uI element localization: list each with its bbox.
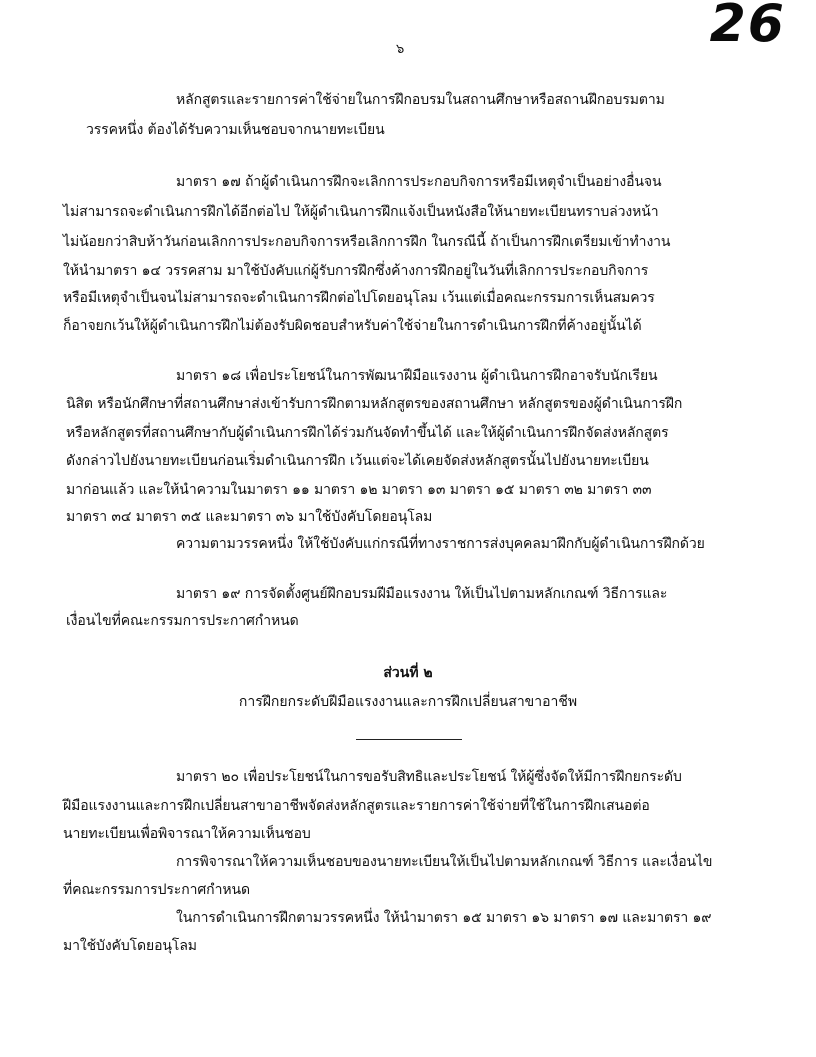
text-line: หรือหลักสูตรที่สถานศึกษากับผู้ดำเนินการฝึกได้ร่วมกันจัดทำขึ้นได้ และให้ผู้ดำเนินการฝึกจัดส่งหลักสูตร (66, 425, 669, 441)
text-line: ให้นำมาตรา ๑๔ วรรคสาม มาใช้บังคับแก่ผู้รับการฝึกซึ่งค้างการฝึกอยู่ในวันที่เลิกการประกอบกิจการ (63, 263, 649, 279)
text-line: นิสิต หรือนักศึกษาที่สถานศึกษาส่งเข้ารับการฝึกตามหลักสูตรของสถานศึกษา หลักสูตรของผู้ดำเนินการฝึก (66, 396, 683, 412)
text-line: นายทะเบียนเพื่อพิจารณาให้ความเห็นชอบ (63, 826, 311, 842)
text-line: มาใช้บังคับโดยอนุโลม (63, 938, 197, 954)
section-subheading: การฝึกยกระดับฝีมือแรงงานและการฝึกเปลี่ยนสาขาอาชีพ (238, 694, 578, 710)
text-line: วรรคหนึ่ง ต้องได้รับความเห็นชอบจากนายทะเบียน (86, 122, 385, 138)
text-line: เงื่อนไขที่คณะกรรมการประกาศกำหนด (66, 613, 299, 629)
text-line: การพิจารณาให้ความเห็นชอบของนายทะเบียนให้เป็นไปตามหลักเกณฑ์ วิธีการ และเงื่อนไข (176, 854, 713, 870)
handwritten-page-number: 26 (709, 0, 786, 54)
text-line: มาตรา ๑๙ การจัดตั้งศูนย์ฝึกอบรมฝีมือแรงงาน ให้เป็นไปตามหลักเกณฑ์ วิธีการและ (176, 586, 668, 602)
page-number: ๖ (396, 42, 405, 57)
text-line: หลักสูตรและรายการค่าใช้จ่ายในการฝึกอบรมในสถานศึกษาหรือสถานฝึกอบรมตาม (176, 92, 665, 108)
text-line: ที่คณะกรรมการประกาศกำหนด (63, 882, 250, 898)
text-line: มาตรา ๒๐ เพื่อประโยชน์ในการขอรับสิทธิและประโยชน์ ให้ผู้ซึ่งจัดให้มีการฝึกยกระดับ (176, 769, 682, 785)
text-line: หรือมีเหตุจำเป็นจนไม่สามารถจะดำเนินการฝึกต่อไปโดยอนุโลม เว้นแต่เมื่อคณะกรรมการเห็นสมควร (63, 290, 655, 306)
text-line: ไม่สามารถจะดำเนินการฝึกได้อีกต่อไป ให้ผู้ดำเนินการฝึกแจ้งเป็นหนังสือให้นายทะเบียนทราบล่วงหน้า (63, 204, 659, 220)
text-line: มาก่อนแล้ว และให้นำความในมาตรา ๑๑ มาตรา ๑๒ มาตรา ๑๓ มาตรา ๑๕ มาตรา ๓๒ มาตรา ๓๓ (66, 482, 652, 498)
section-divider (356, 739, 462, 740)
text-line: ก็อาจยกเว้นให้ผู้ดำเนินการฝึกไม่ต้องรับผิดชอบสำหรับค่าใช้จ่ายในการดำเนินการฝึกที่ค้างอยู่นั้นได้ (63, 318, 642, 334)
text-line: ในการดำเนินการฝึกตามวรรคหนึ่ง ให้นำมาตรา ๑๕ มาตรา ๑๖ มาตรา ๑๗ และมาตรา ๑๙ (176, 910, 712, 926)
section-heading: ส่วนที่ ๒ (383, 665, 433, 681)
text-line: มาตรา ๓๔ มาตรา ๓๕ และมาตรา ๓๖ มาใช้บังคับโดยอนุโลม (66, 509, 433, 525)
text-line: ดังกล่าวไปยังนายทะเบียนก่อนเริ่มดำเนินการฝึก เว้นแต่จะได้เคยจัดส่งหลักสูตรนั้นไปยังนายทะเบียน (66, 453, 649, 469)
text-line: ความตามวรรคหนึ่ง ให้ใช้บังคับแก่กรณีที่ทางราชการส่งบุคคลมาฝึกกับผู้ดำเนินการฝึกด้วย (176, 536, 705, 552)
text-line: ฝีมือแรงงานและการฝึกเปลี่ยนสาขาอาชีพจัดส่งหลักสูตรและรายการค่าใช้จ่ายที่ใช้ในการฝึกเสนอต่อ (63, 798, 650, 814)
text-line: มาตรา ๑๘ เพื่อประโยชน์ในการพัฒนาฝีมือแรงงาน ผู้ดำเนินการฝึกอาจรับนักเรียน (176, 368, 658, 384)
text-line: ไม่น้อยกว่าสิบห้าวันก่อนเลิกการประกอบกิจการหรือเลิกการฝึก ในกรณีนี้ ถ้าเป็นการฝึกเตรียมเข้าทำงาน (63, 234, 671, 250)
text-line: มาตรา ๑๗ ถ้าผู้ดำเนินการฝึกจะเลิกการประกอบกิจการหรือมีเหตุจำเป็นอย่างอื่นจน (176, 174, 662, 190)
